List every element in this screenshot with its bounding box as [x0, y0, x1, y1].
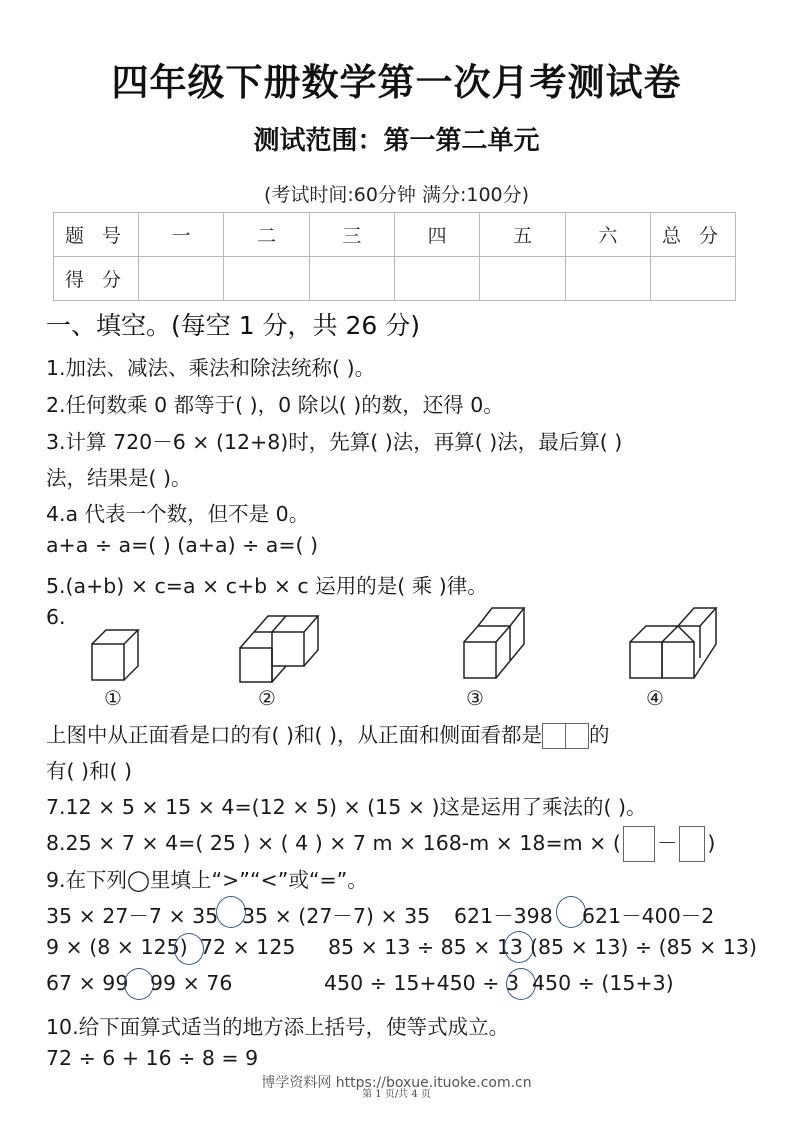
q9-row-3-right-b: 450 ÷ (15+3) [532, 971, 674, 995]
q9-row-1-right-a: 621－398 [454, 904, 553, 928]
score-cell[interactable] [139, 257, 224, 301]
answer-box-1[interactable] [623, 826, 655, 862]
column-header: 四 [394, 213, 479, 257]
score-cell[interactable] [224, 257, 309, 301]
cube-figure-1-icon [88, 624, 140, 684]
score-table-header-row [54, 213, 736, 257]
question-6-line-1 [46, 718, 610, 749]
score-cell[interactable] [309, 257, 394, 301]
answer-box-2[interactable] [679, 826, 705, 862]
column-header: 五 [480, 213, 565, 257]
q9-row-2-right-a: 85 × 13 ÷ 85 × 13 [328, 935, 523, 959]
question-8-text: 8.25 × 7 × 4=( 25 ) × ( 4 ) × 7 m × 168-m × 18=m × ( [46, 831, 621, 855]
question-3-line-2: 法，结果是( )。 [46, 466, 192, 490]
cube-figure-3-icon [460, 602, 540, 682]
minus-sign: － [656, 831, 678, 855]
q9-row-2-left-b: 72 × 125 [200, 935, 296, 959]
question-2: 2.任何数乘 0 都等于( )，0 除以( )的数，还得 0。 [46, 393, 504, 417]
question-7: 7.12 × 5 × 15 × 4=(12 × 5) × (15 × )这是运用了乘法的( )。 [46, 795, 647, 819]
score-cell[interactable] [394, 257, 479, 301]
section-title: 一、填空。(每空 1 分，共 26 分) [46, 311, 421, 340]
question-8 [46, 826, 715, 862]
q9-row-3-right-a: 450 ÷ 15+450 ÷ 3 [324, 971, 519, 995]
exam-title: 四年级下册数学第一次月考测试卷 [111, 61, 682, 104]
q9-row-1-left-a: 35 × 27－7 × 35 [46, 904, 219, 928]
q9-row-3-left-a: 67 × 99 [46, 971, 129, 995]
row-header-question-number: 题 号 [54, 213, 139, 257]
score-cell-total[interactable] [651, 257, 736, 301]
question-6-line-2: 有( )和( ) [46, 759, 133, 783]
question-5: 5.(a+b) × c=a × c+b × c 运用的是( 乘 )律。 [46, 574, 488, 598]
close-paren: ) [707, 831, 716, 855]
question-6-text-b: 的 [589, 723, 610, 747]
q9-row-2-left-a: 9 × (8 × 125) [46, 935, 188, 959]
q9-row-2-right-b: (85 × 13) ÷ (85 × 13) [530, 935, 757, 959]
figure-label-2: ② [258, 686, 276, 710]
watermark-text: 博学资料网 https://boxue.ituoke.com.cn [261, 1075, 532, 1091]
column-header: 六 [565, 213, 650, 257]
figure-label-4: ④ [646, 686, 664, 710]
square-view-icon-left [542, 723, 565, 749]
question-6-text-a: 上图中从正面看是口的有( )和( )，从正面和侧面看都是 [46, 723, 543, 747]
column-header: 二 [224, 213, 309, 257]
question-4-line-2: a+a ÷ a=( ) (a+a) ÷ a=( ) [46, 533, 319, 557]
figure-label-1: ① [104, 686, 122, 710]
square-view-icon-right [565, 723, 589, 749]
question-10-title: 10.给下面算式适当的地方添上括号，使等式成立。 [46, 1015, 510, 1039]
score-cell[interactable] [565, 257, 650, 301]
question-3-line-1: 3.计算 720－6 × (12+8)时，先算( )法，再算( )法，最后算( ) [46, 430, 623, 454]
q9-row-1-right-b: 621－400－2 [582, 904, 715, 928]
score-table [53, 212, 736, 301]
column-header: 三 [309, 213, 394, 257]
row-header-score: 得 分 [54, 257, 139, 301]
cube-figure-4-icon [626, 602, 726, 682]
score-table-score-row [54, 257, 736, 301]
cube-figure-2-icon [236, 606, 336, 684]
exam-time-info: (考试时间:60分钟 满分:100分) [263, 184, 530, 206]
figure-label-3: ③ [466, 686, 484, 710]
exam-subtitle: 测试范围：第一第二单元 [253, 126, 540, 156]
question-6-label: 6. [46, 605, 66, 629]
score-cell[interactable] [480, 257, 565, 301]
question-10-expression: 72 ÷ 6 + 16 ÷ 8 = 9 [46, 1046, 259, 1070]
question-9-title: 9.在下列◯里填上“>”“<”或“=”。 [46, 868, 368, 892]
column-header: 一 [139, 213, 224, 257]
q9-row-3-left-b: 99 × 76 [150, 971, 233, 995]
question-1: 1.加法、减法、乘法和除法统称( )。 [46, 356, 376, 380]
question-4-line-1: 4.a 代表一个数，但不是 0。 [46, 502, 310, 526]
column-header-total: 总 分 [651, 213, 736, 257]
q9-row-1-left-b: 35 × (27－7) × 35 [242, 904, 431, 928]
page-number: 第 1 页/共 4 页 [362, 1089, 431, 1100]
